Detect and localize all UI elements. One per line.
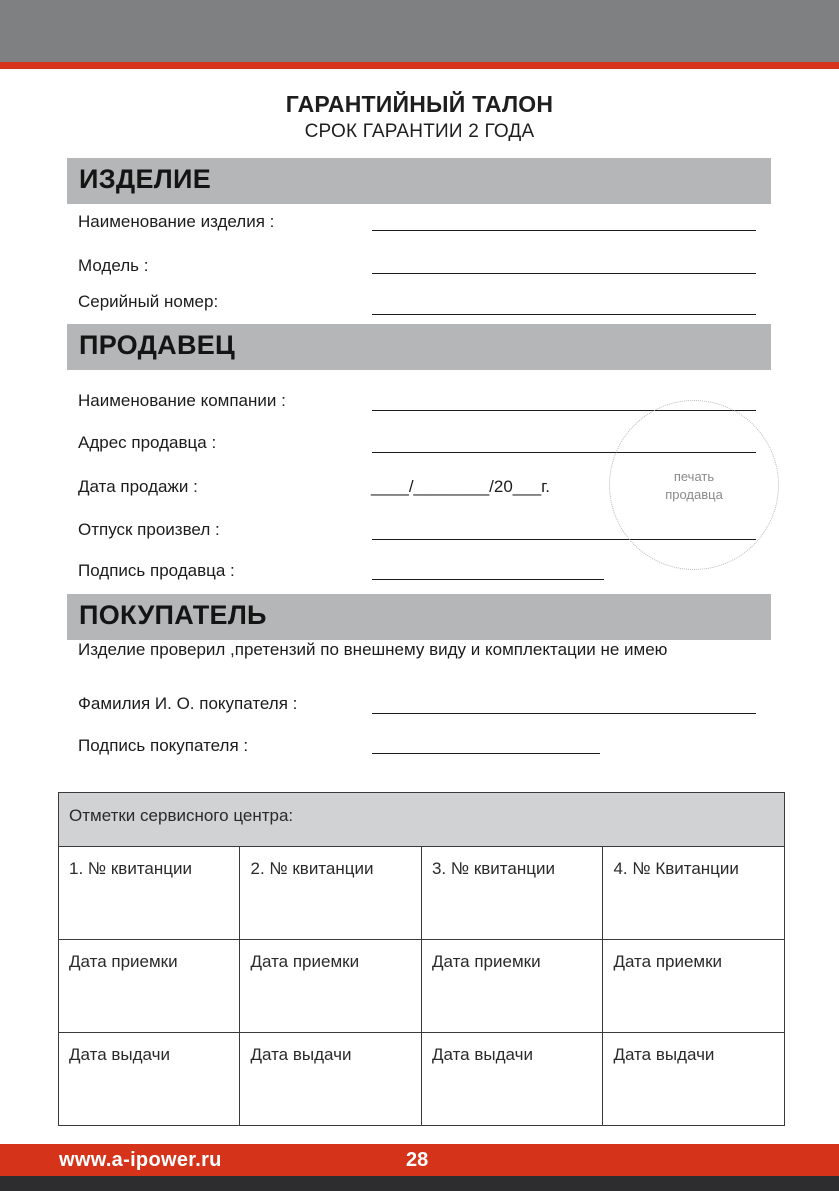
- buyer-name-label: Фамилия И. О. покупателя :: [78, 694, 298, 713]
- receipt-cell-2[interactable]: 2. № квитанции: [240, 847, 421, 940]
- receipt-cell-3[interactable]: 3. № квитанции: [421, 847, 602, 940]
- intake-date-cell-3[interactable]: Дата приемки: [421, 940, 602, 1033]
- intake-date-cell-2[interactable]: Дата приемки: [240, 940, 421, 1033]
- issue-date-cell-1[interactable]: Дата выдачи: [59, 1033, 240, 1126]
- intake-date-cell-1[interactable]: Дата приемки: [59, 940, 240, 1033]
- serial-number-field[interactable]: [372, 314, 756, 315]
- receipt-cell-4[interactable]: 4. № Квитанции: [603, 847, 785, 940]
- section-seller-heading: ПРОДАВЕЦ: [79, 330, 236, 360]
- section-product-heading: ИЗДЕЛИЕ: [79, 164, 212, 194]
- company-name-label: Наименование компании :: [78, 391, 286, 410]
- model-label: Модель :: [78, 256, 149, 275]
- buyer-signature-label: Подпись покупателя :: [78, 736, 249, 755]
- issue-date-cell-3[interactable]: Дата выдачи: [421, 1033, 602, 1126]
- serial-number-label: Серийный номер:: [78, 292, 219, 311]
- top-accent-stripe: [0, 62, 839, 69]
- sale-date-field[interactable]: ____/________/20___г.: [371, 477, 551, 496]
- section-seller: [67, 324, 771, 370]
- intake-date-cell-4[interactable]: Дата приемки: [603, 940, 785, 1033]
- issue-date-cell-4[interactable]: Дата выдачи: [603, 1033, 785, 1126]
- released-by-label: Отпуск произвел :: [78, 520, 220, 539]
- seller-signature-label: Подпись продавца :: [78, 561, 235, 580]
- buyer-name-field[interactable]: [372, 713, 756, 714]
- seller-stamp-area: [609, 400, 779, 570]
- model-field[interactable]: [372, 273, 756, 274]
- stamp-label-line2: продавца: [665, 487, 723, 502]
- product-name-label: Наименование изделия :: [78, 212, 275, 231]
- top-bar: [0, 0, 839, 62]
- buyer-acceptance-note: Изделие проверил ,претензий по внешнему виду и комплектации не имею: [78, 640, 668, 659]
- product-name-field[interactable]: [372, 230, 756, 231]
- stamp-label-line1: печать: [673, 469, 715, 484]
- service-table-header: Отметки сервисного центра:: [59, 793, 785, 847]
- service-center-table: [58, 792, 785, 1126]
- section-buyer-heading: ПОКУПАТЕЛЬ: [79, 600, 267, 630]
- sale-date-label: Дата продажи :: [78, 477, 198, 496]
- seller-address-label: Адрес продавца :: [78, 433, 217, 452]
- footer-website-link[interactable]: www.a-ipower.ru: [59, 1149, 222, 1171]
- section-product: [67, 158, 771, 204]
- page-number: 28: [406, 1149, 429, 1171]
- footer-dark-strip: [0, 1176, 839, 1191]
- issue-date-cell-2[interactable]: Дата выдачи: [240, 1033, 421, 1126]
- page-subtitle: СРОК ГАРАНТИИ 2 ГОДА: [304, 121, 535, 142]
- seller-signature-field[interactable]: [372, 579, 604, 580]
- buyer-signature-field[interactable]: [372, 753, 600, 754]
- receipt-cell-1[interactable]: 1. № квитанции: [59, 847, 240, 940]
- page-title: ГАРАНТИЙНЫЙ ТАЛОН: [285, 91, 554, 117]
- section-buyer: [67, 594, 771, 640]
